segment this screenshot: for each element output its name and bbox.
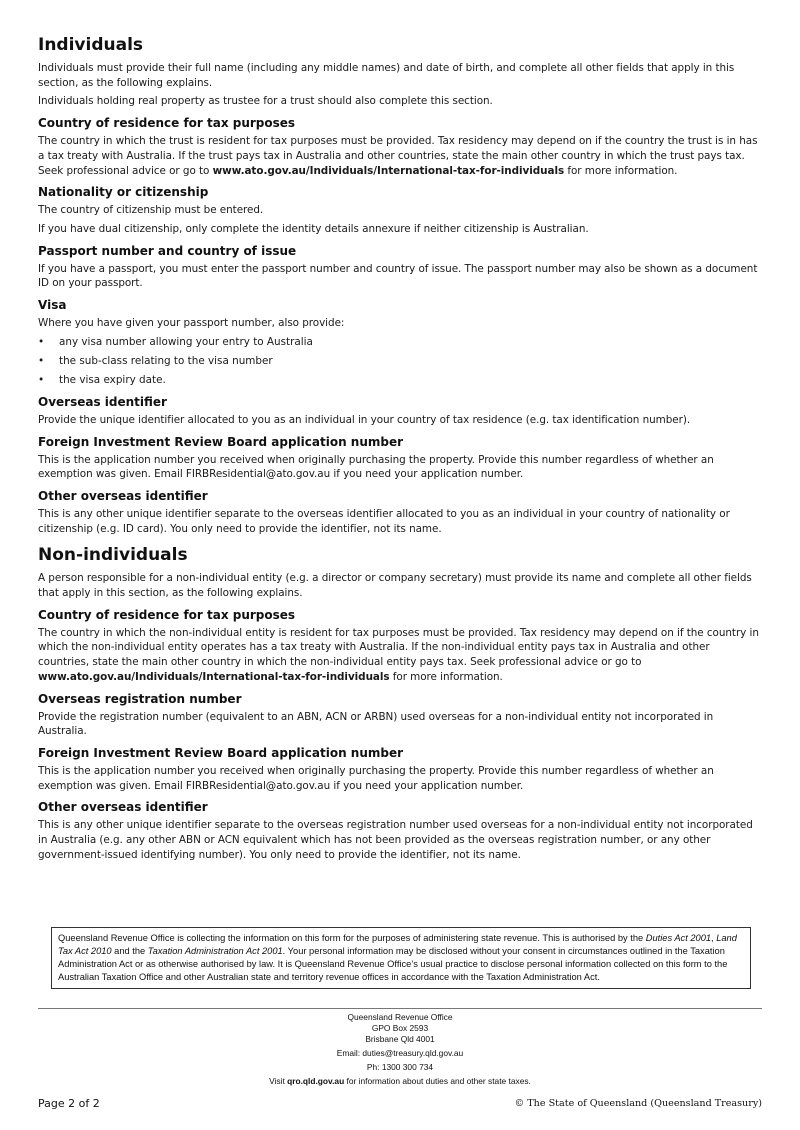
list-item: • the visa expiry date. — [38, 374, 166, 387]
registration-heading: Overseas registration number — [38, 691, 242, 706]
individuals-residence-text: The country in which the trust is resident for tax purposes must be provided. Tax residency may depend on if the country the trust is in has a tax treaty with Australia. If the trust pays tax in Australia and other countries, state the main other country in which the trust pays tax. Seek professional advice or go to www.ato.gov.au/Individuals/International-tax-for-individuals for more information. — [38, 135, 758, 177]
email: Email: duties@treasury.qld.gov.au — [336, 1048, 464, 1058]
po-box: GPO Box 2593 — [371, 1023, 429, 1033]
phone: Ph: 1300 300 734 — [366, 1062, 434, 1072]
list-item: • the sub-class relating to the visa number — [38, 354, 273, 367]
list-item: • any visa number allowing your entry to Australia — [38, 335, 313, 348]
ato-link: www.ato.gov.au/Individuals/International-tax-for-individuals — [212, 164, 565, 177]
non-individuals-firb-heading: Foreign Investment Review Board application number — [38, 745, 404, 760]
registration-text: Provide the registration number (equivalent to an ABN, ACN or ARBN) used overseas for a non-individual entity not incorporated in Australia. — [38, 710, 714, 738]
overseas-identifier-heading: Overseas identifier — [38, 394, 167, 409]
office-name: Queensland Revenue Office — [347, 1012, 453, 1022]
passport-heading: Passport number and country of issue — [38, 243, 297, 258]
individuals-firb-text: This is the application number you received when originally purchasing the property. Provide this number regardless of whether an exemption was given. Email FIRBResidential@ato.gov.au if you need your application number. — [38, 453, 714, 481]
non-individuals-other-identifier-text: This is any other unique identifier separate to the overseas registration number used overseas for a non-individual entity not incorporated in Australia (e.g. any other ABN or ACN equivalent which has not been provided as the overseas registration number, or any other government-issued identifying number). You only need to provide the identifier, not its name. — [38, 819, 753, 861]
copyright: © The State of Queensland (Queensland Treasury) — [514, 1098, 762, 1109]
individuals-firb-heading: Foreign Investment Review Board application number — [38, 434, 404, 449]
website-link: qro.qld.gov.au — [287, 1076, 345, 1086]
bullet-icon: • — [38, 374, 45, 387]
page-content — [38, 34, 763, 867]
visa-intro: Where you have given your passport number, also provide: — [38, 317, 345, 330]
passport-text: If you have a passport, you must enter the passport number and country of issue. The passport number may also be shown as a document ID on your passport. — [38, 262, 758, 290]
individuals-intro-1: Individuals must provide their full name (including any middle names) and date of birth, and complete all other fields that apply in this section, as the following explains. — [38, 62, 735, 89]
nationality-line-1: The country of citizenship must be entered. — [38, 204, 264, 217]
act-name: Taxation Administration Act 2001 — [147, 946, 283, 956]
non-individuals-firb-text: This is the application number you received when originally purchasing the property. Provide this number regardless of whether an exemption was given. Email FIRBResidential@ato.gov.au if you need your application number. — [38, 764, 714, 792]
non-individuals-intro: A person responsible for a non-individual entity (e.g. a director or company secretary) must provide its name and complete all other fields that apply in this section, as the following explains. — [38, 572, 752, 600]
nationality-heading: Nationality or citizenship — [38, 185, 209, 200]
city: Brisbane Qld 4001 — [365, 1034, 435, 1044]
privacy-notice: Queensland Revenue Office is collecting the information on this form for the purposes of administering state revenue. This is authorised by the Duties Act 2001, Land Tax Act 2010 and the Taxation Administration Act 2001. Your personal information may be disclosed without your consent in circumstances outlined in the Taxation Administration Act or as otherwise authorised by law. It is Queensland Revenue Office’s usual practice to disclose personal information collected on this form to the Australian Taxation Office and other Australian state and territory revenue offices in accordance with the Taxation Administration Act. — [51, 927, 751, 989]
page-number: Page 2 of 2 — [38, 1097, 100, 1110]
divider — [38, 1008, 762, 1009]
nationality-line-2: If you have dual citizenship, only complete the identity details annexure if neither citizenship is Australian. — [38, 222, 589, 235]
individuals-other-identifier-text: This is any other unique identifier separate to the overseas identifier allocated to you as an individual in your country of nationality or citizenship (e.g. ID card). You only need to provide the identifier, not its name. — [38, 507, 730, 535]
non-individuals-other-identifier-heading: Other overseas identifier — [38, 800, 208, 815]
act-name: Land Tax Act 2010 — [58, 933, 737, 956]
ato-link: www.ato.gov.au/Individuals/International-tax-for-individuals — [38, 670, 390, 683]
individuals-residence-heading: Country of residence for tax purposes — [38, 116, 296, 131]
non-individuals-heading: Non-individuals — [38, 545, 188, 566]
visa-heading: Visa — [38, 298, 67, 313]
bullet-icon: • — [38, 335, 45, 348]
act-name: Duties Act 2001 — [645, 933, 712, 943]
non-individuals-residence-heading: Country of residence for tax purposes — [38, 607, 296, 622]
individuals-intro-2: Individuals holding real property as trustee for a trust should also complete this section. — [38, 95, 493, 108]
bullet-icon: • — [38, 354, 45, 367]
contact-block — [200, 1012, 600, 1087]
non-individuals-residence-text: The country in which the non-individual entity is resident for tax purposes must be provided. Tax residency may depend on if the country in which the non-individual entity operates has a tax treaty with Australia. If the non-individual entity pays tax in Australia and other countries, state the main other country in which the non-individual entity pays tax. Seek professional advice or go to www.ato.gov.au/Individuals/International-tax-for-individuals for more information. — [38, 626, 759, 683]
visa-list — [38, 335, 763, 388]
overseas-identifier-text: Provide the unique identifier allocated to you as an individual in your country of tax residence (e.g. tax identification number). — [38, 413, 691, 426]
visit-line: Visit qro.qld.gov.au for information about duties and other state taxes. — [269, 1076, 531, 1086]
individuals-other-identifier-heading: Other overseas identifier — [38, 488, 208, 503]
individuals-heading: Individuals — [38, 35, 144, 55]
